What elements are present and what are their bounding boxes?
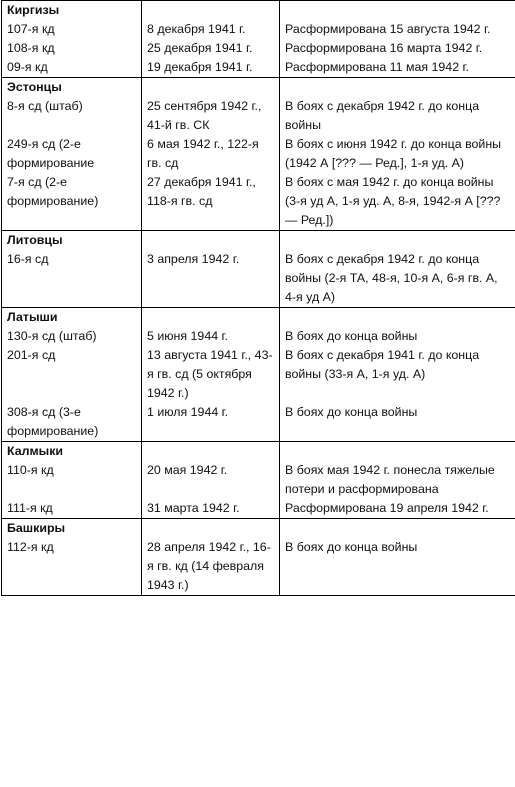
fate-cell: Расформирована 15 августа 1942 г. — [280, 20, 515, 39]
fate-cell: Расформирована 16 марта 1942 г. — [280, 39, 515, 58]
formed-cell: 8 декабря 1941 г. — [142, 20, 280, 39]
table-row — [2, 97, 515, 135]
fate-cell: Расформирована 19 апреля 1942 г. — [280, 499, 515, 519]
table-row — [2, 403, 515, 442]
fate-cell: В боях до конца войны — [280, 327, 515, 346]
empty-cell — [280, 78, 515, 98]
fate-cell: В боях до конца войны — [280, 403, 515, 442]
empty-cell — [280, 231, 515, 251]
table-row — [2, 327, 515, 346]
fate-cell: В боях с декабря 1941 г. до конца войны (33-я А, 1-я уд. А) — [280, 346, 515, 403]
unit-cell: 16-я сд — [2, 250, 142, 308]
formed-cell: 5 июня 1944 г. — [142, 327, 280, 346]
formed-cell: 25 сентября 1942 г., 41-й гв. СК — [142, 97, 280, 135]
fate-cell: В боях с декабря 1942 г. до конца войны — [280, 97, 515, 135]
table-row — [2, 346, 515, 403]
empty-cell — [280, 1, 515, 21]
group-header-row — [2, 442, 515, 462]
unit-cell: 130-я сд (штаб) — [2, 327, 142, 346]
unit-cell: 111-я кд — [2, 499, 142, 519]
fate-cell: Расформирована 11 мая 1942 г. — [280, 58, 515, 78]
group-header-row — [2, 308, 515, 328]
table-row — [2, 250, 515, 308]
national-units-table — [1, 0, 515, 596]
table-row — [2, 20, 515, 39]
unit-cell: 8-я сд (штаб) — [2, 97, 142, 135]
formed-cell: 1 июля 1944 г. — [142, 403, 280, 442]
formed-cell: 31 марта 1942 г. — [142, 499, 280, 519]
formed-cell: 13 августа 1941 г., 43-я гв. сд (5 октября 1942 г.) — [142, 346, 280, 403]
empty-cell — [142, 78, 280, 98]
formed-cell: 20 мая 1942 г. — [142, 461, 280, 499]
table-row — [2, 461, 515, 499]
group-header-row — [2, 1, 515, 21]
group-name: Калмыки — [2, 442, 142, 462]
table-row — [2, 538, 515, 596]
empty-cell — [142, 519, 280, 539]
fate-cell: В боях с июня 1942 г. до конца войны (1942 А [??? — Ред.], 1-я уд. А) — [280, 135, 515, 173]
unit-cell: 112-я кд — [2, 538, 142, 596]
group-name: Литовцы — [2, 231, 142, 251]
table-body — [2, 1, 515, 596]
fate-cell: В боях с декабря 1942 г. до конца войны (2-я ТА, 48-я, 10-я А, 6-я гв. А, 4-я уд А) — [280, 250, 515, 308]
group-header-row — [2, 231, 515, 251]
formed-cell: 27 декабря 1941 г., 118-я гв. сд — [142, 173, 280, 231]
group-header-row — [2, 78, 515, 98]
formed-cell: 25 декабря 1941 г. — [142, 39, 280, 58]
formed-cell: 28 апреля 1942 г., 16-я гв. кд (14 февраля 1943 г.) — [142, 538, 280, 596]
table-row — [2, 173, 515, 231]
unit-cell: 09-я кд — [2, 58, 142, 78]
group-header-row — [2, 519, 515, 539]
group-name: Киргизы — [2, 1, 142, 21]
unit-cell: 110-я кд — [2, 461, 142, 499]
table-row — [2, 58, 515, 78]
table-row — [2, 39, 515, 58]
unit-cell: 108-я кд — [2, 39, 142, 58]
empty-cell — [142, 442, 280, 462]
empty-cell — [280, 519, 515, 539]
unit-cell: 7-я сд (2-е формирование) — [2, 173, 142, 231]
group-name: Латыши — [2, 308, 142, 328]
formed-cell: 3 апреля 1942 г. — [142, 250, 280, 308]
empty-cell — [280, 442, 515, 462]
fate-cell: В боях с мая 1942 г. до конца войны (3-я уд А, 1-я уд. А, 8-я, 1942-я А [??? — Ред.]) — [280, 173, 515, 231]
table-row — [2, 499, 515, 519]
group-name: Башкиры — [2, 519, 142, 539]
empty-cell — [142, 308, 280, 328]
empty-cell — [280, 308, 515, 328]
empty-cell — [142, 1, 280, 21]
unit-cell: 107-я кд — [2, 20, 142, 39]
formed-cell: 6 мая 1942 г., 122-я гв. сд — [142, 135, 280, 173]
unit-cell: 249-я сд (2-е формирование — [2, 135, 142, 173]
fate-cell: В боях до конца войны — [280, 538, 515, 596]
fate-cell: В боях мая 1942 г. понесла тяжелые потери и расформирована — [280, 461, 515, 499]
unit-cell: 201-я сд — [2, 346, 142, 403]
unit-cell: 308-я сд (3-е формирование) — [2, 403, 142, 442]
table-row — [2, 135, 515, 173]
formed-cell: 19 декабря 1941 г. — [142, 58, 280, 78]
group-name: Эстонцы — [2, 78, 142, 98]
empty-cell — [142, 231, 280, 251]
